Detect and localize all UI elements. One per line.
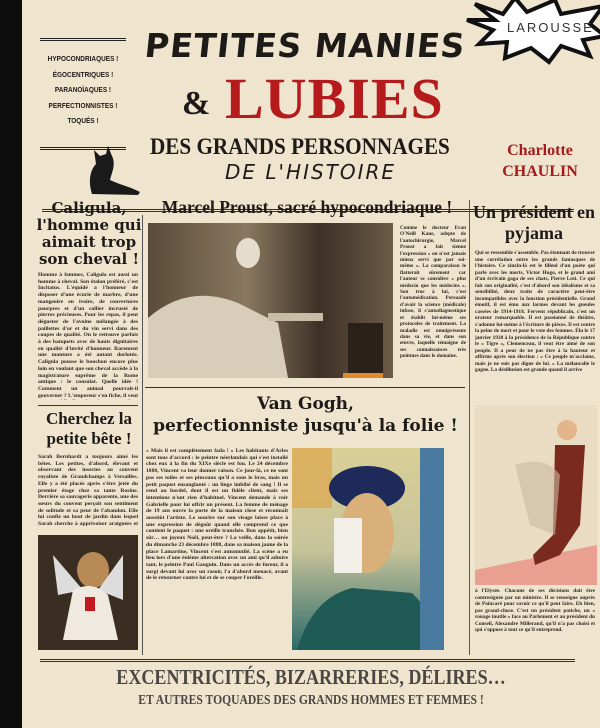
tagline: ÉGOCENTRIQUES !: [52, 69, 114, 79]
deschanel-illustration: [475, 405, 597, 585]
tagline: PERFECTIONNISTES !: [48, 100, 118, 110]
author-first: Charlotte: [507, 142, 573, 159]
author-name: [490, 140, 590, 182]
footer-line1: EXCENTRICITÉS, BIZARRERIES, DÉLIRES…: [116, 665, 506, 689]
proust-headline: Marcel Proust, sacré hypocondriaque !: [161, 197, 453, 217]
title-line1: PETITES MANIES: [142, 26, 468, 65]
sarah-bernhardt-illustration: [38, 535, 138, 650]
vangogh-self-portrait: [292, 448, 444, 650]
footer-line2: ET AUTRES TOQUADES DES GRANDS HOMMES ET FEMMES !: [138, 692, 484, 707]
vangogh-headline-line1: Van Gogh,: [257, 394, 354, 414]
president-body-continued: à l'Élysée. Chacune de ses décisions doit être contresignée par un ministre. Il se renseigne auprès de Poincaré pour savoir ce qu'il peut faire. Eh bien, pas grand-chose. C'est un président potiche, un « rouage inutile » face au Parlement et au président du Conseil, Alexandre Millerand, qu'il n'a pas choisi et qui s'oppose à tout ce qu'il entreprend.: [475, 588, 595, 633]
proust-body: Comme le docteur Evan O'Neill Kane, adepte de l'autochirurgie, Marcel Proust a fait sienne l'expression « on n'est jamais mieux servi que par soi-même ». La comparaison le flatterait sûrement car l'auteur se considère « plus médecin que les médecins ». Son truc à lui, c'est l'automédication. Persuadé d'avoir la science (médicale) infuse, il s'autodiagnostique et établit lui-même ses protocoles de traitement. La maladie est omniprésente dans sa vie, et dans son œuvre, laquelle témoigne de ses connaissances très pointues dans le domaine.: [400, 225, 466, 360]
tagline-box: [40, 38, 126, 150]
tagline: PARANOÏAQUES !: [54, 85, 112, 94]
tagline: TOQUÉS !: [67, 116, 99, 125]
title-ampersand: &: [182, 85, 211, 122]
vangogh-headline: [143, 393, 468, 437]
proust-illustration: [148, 223, 393, 378]
president-headline: Un président en pyjama: [472, 202, 595, 243]
title-lubies: LUBIES: [225, 66, 444, 131]
tagline: HYPOCONDRIAQUES !: [47, 54, 119, 63]
divider: [145, 387, 465, 388]
column-rule: [469, 200, 470, 655]
president-body: Qui se ressemble s'assemble. Pas étonnant de trouver une corrélation entre les grands fantasques de l'histoire. Ce zinzin-là est le filleul d'un poète qui parle avec les morts, Victor Hugo, et le grand ami d'un écrivain gaga de ses chats, Pierre Loti. Ce qui fait son originalité, c'est d'abord son idéalisme et sa sensibilité, deux traits de caractère peut-être incompatibles avec la fonction présidentielle. Grand émotif, il est ému aux larmes devant les gueules cassées de 1914-1918. Fervent républicain, c'est un orateur remarquable. Il est passionné de théâtre, s'adonne lui-même à l'écriture de pièces. Il est contre la peine de mort et pour le vote des femmes. Élu le 17 janvier 1920 à la présidence de la République contre le « Tigre », Clemenceau, il veut être aimé de son peuple. Il a peur de ne pas être à la hauteur et affirme après son élection : « Ce peuple m'acclame, mais je ne suis pas digne de lui. » La mélancolie le gagne. La désillusion est grande quand il arrive: [475, 250, 595, 373]
divider: [38, 405, 138, 406]
title-line3: DES GRANDS PERSONNAGES: [150, 134, 450, 159]
author-last: CHAULIN: [502, 163, 578, 180]
publisher-logo: LAROUSSE: [507, 20, 594, 35]
cat-icon: [82, 142, 142, 197]
title-line4: DE L'HISTOIRE: [225, 160, 397, 184]
book-spine-edge: [0, 0, 22, 728]
bernhardt-body: Sarah Bernhardt a toujours aimé les bêtes. Les petites, d'abord, élevant et observant des insectes au couvent royaliste de Grandchamps à Versailles. Elle y a été placée après s'être jetée du premier étage chez sa tante Rosine. Derrière sa sauvagerie apparente, une des sœurs du couvent perçoit son sentiment de solitude et sa peur de l'abandon. Elle lui confie un bout de jardin dans lequel Sarah cherche à apprivoiser araignées et: [38, 454, 138, 526]
caligula-headline: Caligula, l'homme qui aimait trop son cheval !: [36, 199, 142, 268]
vangogh-headline-line2: perfectionniste jusqu'à la folie !: [153, 416, 458, 436]
divider: [40, 659, 575, 662]
vangogh-body: « Mais il est complètement fada ! » Les habitants d'Arles sont tous d'accord : le peintre néerlandais qui s'est installé chez eux à la fin du XIXe siècle est fou. Le 24 décembre 1888, Vincent va leur donner raison. Ce jour-là, ce ne sont pas ses toiles et ses pinceaux qu'il a sous le bras, mais un petit paquet ensanglanté : un linge imbibé de sang ! Il se rend au bordel, dont il est un fidèle client, mais ses intentions n'ont rien d'habituel. Vincent demande à voir Gabrielle pour lui offrir un présent. La femme de ménage de 19 ans ouvre la porte de la maison close et reconnaît aussitôt l'artiste. Le sourire sur son visage laisse place à une expression de dégoût quand elle comprend ce que contient le paquet : une oreille tranchée. Bon appétit, bien sûr… ou joyeux Noël, peut-être ? La veille, dans la soirée du dimanche 23 décembre 1888, dans sa maison jaune de la place Lamartine, Vincent s'est automutilé. La scène a eu lieu lors d'une énième altercation avec un ami qu'il admire tant, le peintre Paul Gauguin. Dans un accès de fureur, il a surgi devant lui avec un rasoir, l'a d'abord menacé, avant de le retourner contre lui et de se couper l'oreille.: [146, 448, 288, 582]
caligula-body: Homme à femmes, Caligula est aussi un homme à cheval. Son étalon préféré, c'est Incitatus. L'équidé a l'honneur de disposer d'une écurie de marbre, d'une mangeoire en ivoire, de couvertures pourpres et d'un collier incrusté de pierres précieuses. Pour les repas, il peut déguster de l'avoine mélangée à des paillettes d'or et du vin servi dans des coupes de qualité. On le retrouve parfois à des banquets avec de hauts dignitaires en qualité d'invité d'honneur. Rarement une monture a été autant dorlotée. Caligula pousse le bouchon encore plus loin en voulant que son cheval accède à la magistrature suprême de la Rome antique : le consulat. Quelle idée ! Comment un animal pourrait-il gouverner ? L'empereur s'en fiche, il veut: [38, 272, 138, 399]
bernhardt-headline: Cherchez la petite bête !: [45, 409, 133, 448]
